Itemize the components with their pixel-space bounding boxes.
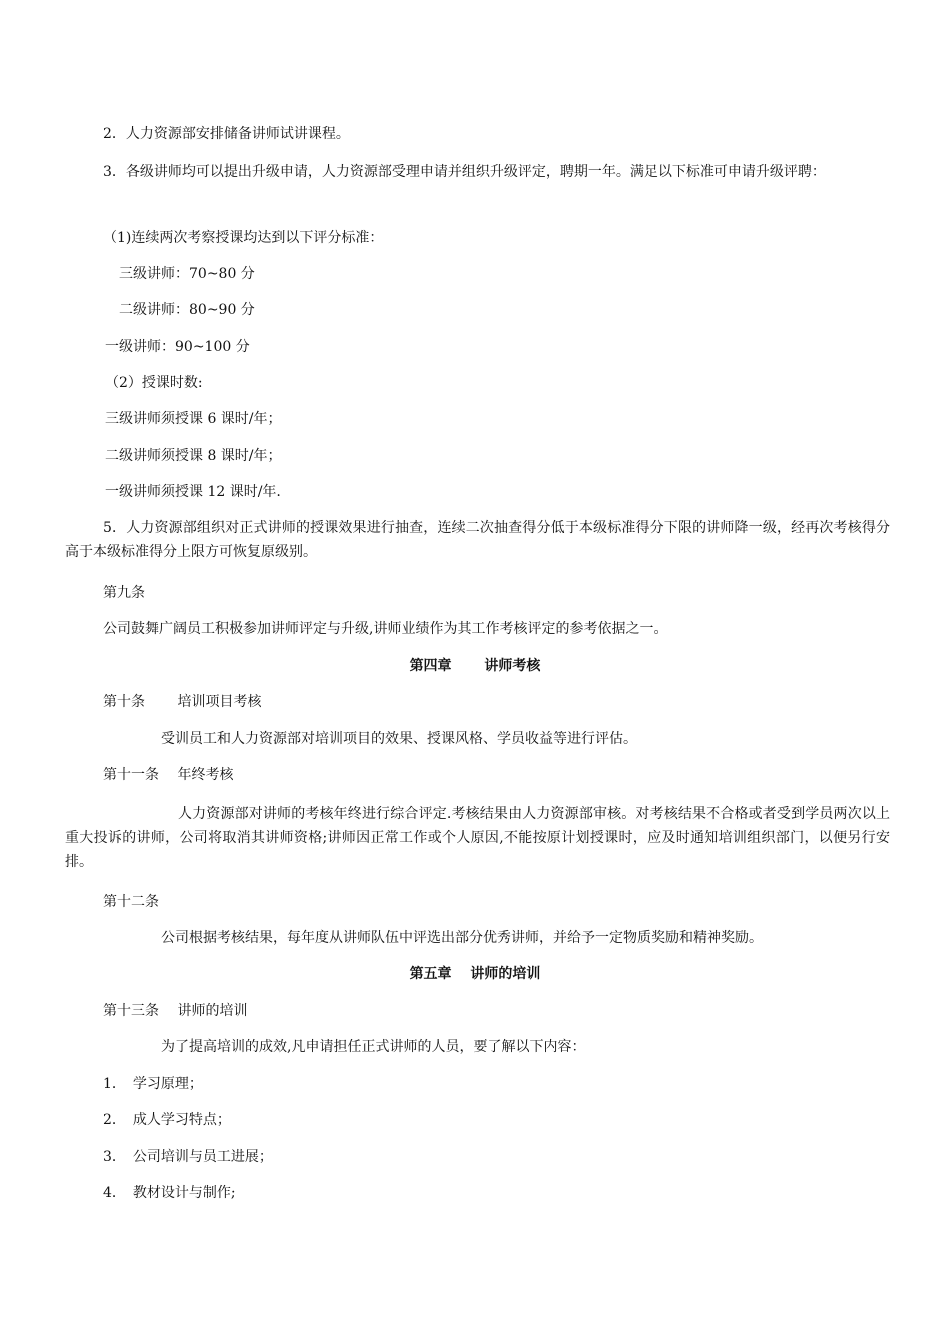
paragraph-item-3: 3．各级讲师均可以提出升级申请，人力资源部受理申请并组织升级评定，聘期一年。满足以下标准可申请升级评聘：	[103, 164, 826, 180]
paragraph-item-5: 5．人力资源部组织对正式讲师的授课效果进行抽查，连续二次抽查得分低于本级标准得分下限的讲师降一级，经再次考核得分高于本级标准得分上限方可恢复原级别。	[65, 520, 890, 560]
article-12-body: 公司根据考核结果，每年度从讲师队伍中评选出部分优秀讲师，并给予一定物质奖励和精神奖励。	[161, 930, 763, 946]
chapter-5-heading: 第五章 讲师的培训	[409, 966, 541, 982]
hours-level-3: 三级讲师须授课 6 课时/年；	[105, 411, 282, 427]
score-level-3: 三级讲师：70~80 分	[119, 266, 255, 282]
article-13-title: 第十三条 讲师的培训	[103, 1003, 248, 1019]
hours-level-2: 二级讲师须授课 8 课时/年；	[105, 448, 282, 464]
article-13-body: 为了提高培训的成效,凡申请担任正式讲师的人员，要了解以下内容：	[161, 1039, 586, 1055]
article-10-body: 受训员工和人力资源部对培训项目的效果、授课风格、学员收益等进行评估。	[161, 731, 637, 747]
list-item: 4． 教材设计与制作;	[103, 1185, 236, 1201]
article-11-title: 第十一条 年终考核	[103, 767, 234, 783]
criteria-heading-2: （2）授课时数:	[105, 375, 203, 391]
criteria-heading-1: （1)连续两次考察授课均达到以下评分标准：	[103, 230, 384, 246]
article-10-title: 第十条 培训项目考核	[103, 694, 262, 710]
list-item: 2． 成人学习特点；	[103, 1112, 231, 1128]
list-item: 1． 学习原理；	[103, 1076, 203, 1092]
article-11-body: 人力资源部对讲师的考核年终进行综合评定.考核结果由人力资源部审核。对考核结果不合格或者受到学员两次以上重大投诉的讲师，公司将取消其讲师资格;讲师因正常工作或个人原因,不能按原计划授课时，应及时通知培训组织部门，以便另行安排。	[65, 806, 890, 870]
chapter-4-heading: 第四章 讲师考核	[409, 658, 541, 674]
hours-level-1: 一级讲师须授课 12 课时/年.	[105, 484, 281, 500]
list-item: 3． 公司培训与员工进展；	[103, 1149, 273, 1165]
article-9-body: 公司鼓舞广阔员工积极参加讲师评定与升级,讲师业绩作为其工作考核评定的参考依据之一。	[103, 621, 668, 637]
score-level-2: 二级讲师：80~90 分	[119, 302, 255, 318]
article-12-title: 第十二条	[103, 894, 159, 910]
paragraph-item-2: 2．人力资源部安排储备讲师试讲课程。	[103, 126, 350, 142]
article-9-title: 第九条	[103, 585, 145, 601]
score-level-1: 一级讲师：90~100 分	[105, 339, 250, 355]
